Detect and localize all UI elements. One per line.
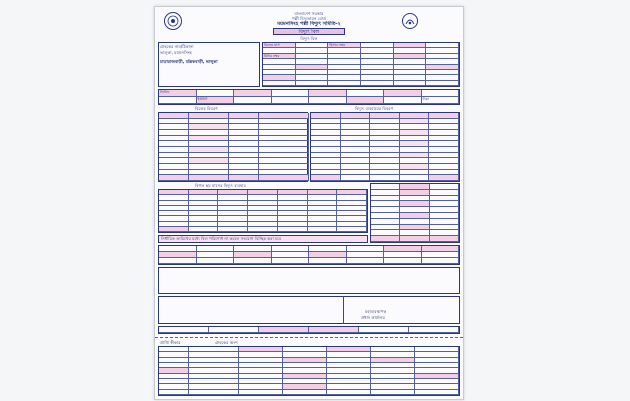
bill-month-label: বিলের মাস — [263, 43, 296, 48]
header-line2: পল্লী বিদ্যুতায়ন বোর্ড — [291, 16, 327, 21]
units-label: ইউনিট — [197, 97, 235, 104]
usage-title: বিদ্যুৎ ব্যবহারের বিবরণ — [355, 106, 394, 111]
payment-title: প্রাপ্তি স্বীকার — [160, 340, 181, 345]
usage-table — [310, 112, 460, 182]
signature-divider — [343, 296, 344, 324]
meter-label: মিটার নম্বর — [263, 54, 296, 59]
tariff-label: ট্যারিফ — [159, 90, 197, 97]
bill-type: বিদ্যুৎ বিল — [300, 36, 318, 41]
account-info-grid — [262, 42, 460, 87]
account-label: হিসাব নম্বর — [328, 43, 361, 48]
signature-area — [158, 296, 460, 324]
receipt-table — [158, 346, 460, 396]
header-line1: বাংলাদেশ সরকার — [294, 11, 324, 16]
bill-title: বিদ্যুৎ বিল — [273, 28, 345, 35]
summary-strip — [158, 89, 460, 105]
consumer-village: চাড়ারাজবাড়ী, মল্লিকবাড়ী, ভালুকা — [160, 59, 218, 64]
meter-reading-strip — [158, 245, 460, 265]
electricity-bill-document — [154, 6, 464, 400]
consumer-address: ভালুকা, ময়মনসিংহ — [160, 50, 192, 55]
charges-table — [158, 112, 308, 182]
amount-label: টাকা — [422, 97, 460, 104]
notice-text: নির্ধারিত তারিখের মধ্যে বিল পরিশোধ না করলে সংযোগ বিচ্ছিন্ন করা হবে — [161, 236, 282, 241]
remarks-box — [158, 267, 460, 294]
totals-table — [370, 183, 460, 243]
org-name: ময়মনসিংহ পল্লী বিদ্যুৎ সমিতি-২ — [277, 21, 341, 27]
consumer-name-label: গ্রাহকের নাম/ঠিকানা — [160, 44, 194, 49]
charges-title: বিলের বিবরণ — [195, 106, 218, 111]
history-title: বিগত ছয় মাসের বিদ্যুৎ ব্যবহার — [195, 183, 246, 188]
payment-strip — [158, 326, 460, 334]
signature-name: প্রধান কার্যালয় — [361, 315, 385, 320]
signature-label: মহাব্যবস্থাপক — [365, 309, 387, 314]
tear-line — [155, 337, 463, 338]
receipt-title: গ্রাহকের অংশ — [215, 340, 238, 345]
history-table — [158, 189, 368, 233]
